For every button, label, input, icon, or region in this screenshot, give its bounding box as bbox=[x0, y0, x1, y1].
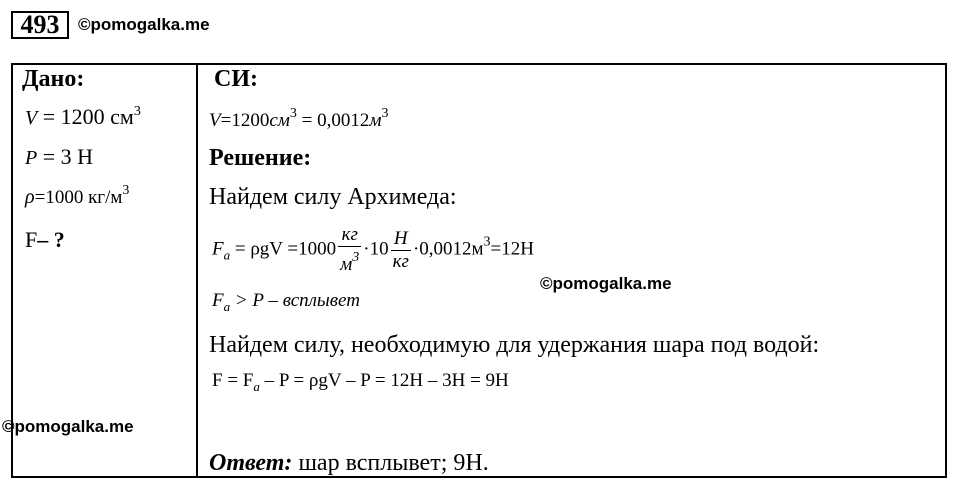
solution-step-2: Найдем силу, необходимую для удержания шара под водой: bbox=[209, 332, 820, 358]
problem-number: 493 bbox=[11, 11, 69, 39]
given-volume: V = 1200 $см^3$ bbox=[25, 104, 141, 129]
fraction-kg-per-m3: $\frac{кг}{м^3}$ bbox=[340, 224, 360, 275]
watermark-middle: ©pomogalka.me bbox=[540, 274, 672, 293]
given-title: Дано: bbox=[22, 66, 85, 92]
solution-step-1: Найдем силу Архимеда: bbox=[209, 184, 457, 210]
column-divider bbox=[196, 63, 198, 478]
answer-line: Ответ: шар всплывет; 9Н. bbox=[209, 450, 489, 476]
given-weight: P = 3 Н bbox=[25, 144, 94, 169]
watermark-top: ©pomogalka.me bbox=[78, 15, 210, 34]
si-formula: $V=1200см^3 = 0,0012м^3$ bbox=[209, 106, 389, 131]
fraction-n-per-kg: $\frac{Н}{кг}$ bbox=[392, 227, 409, 272]
solution-title: Решение: bbox=[209, 145, 312, 171]
comparison-formula: $F_a > P$ – всплывет bbox=[212, 290, 360, 314]
watermark-left: ©pomogalka.me bbox=[2, 417, 134, 436]
archimedes-formula: $F_a = \rho gV =1000$ $\frac{кг}{м^3}$ ·10 $\frac{Н}{кг}$ $\cdot 0,0012м^3=12Н$ bbox=[212, 224, 534, 275]
given-unknown: F– ? bbox=[25, 227, 65, 252]
given-density: ρ=1000 $кг/м^3$ bbox=[25, 183, 130, 208]
force-formula: $F = F_a - P = \rho gV - P = 12Н - 3Н = 9Н$ bbox=[212, 370, 509, 394]
si-title: СИ: bbox=[214, 66, 258, 92]
